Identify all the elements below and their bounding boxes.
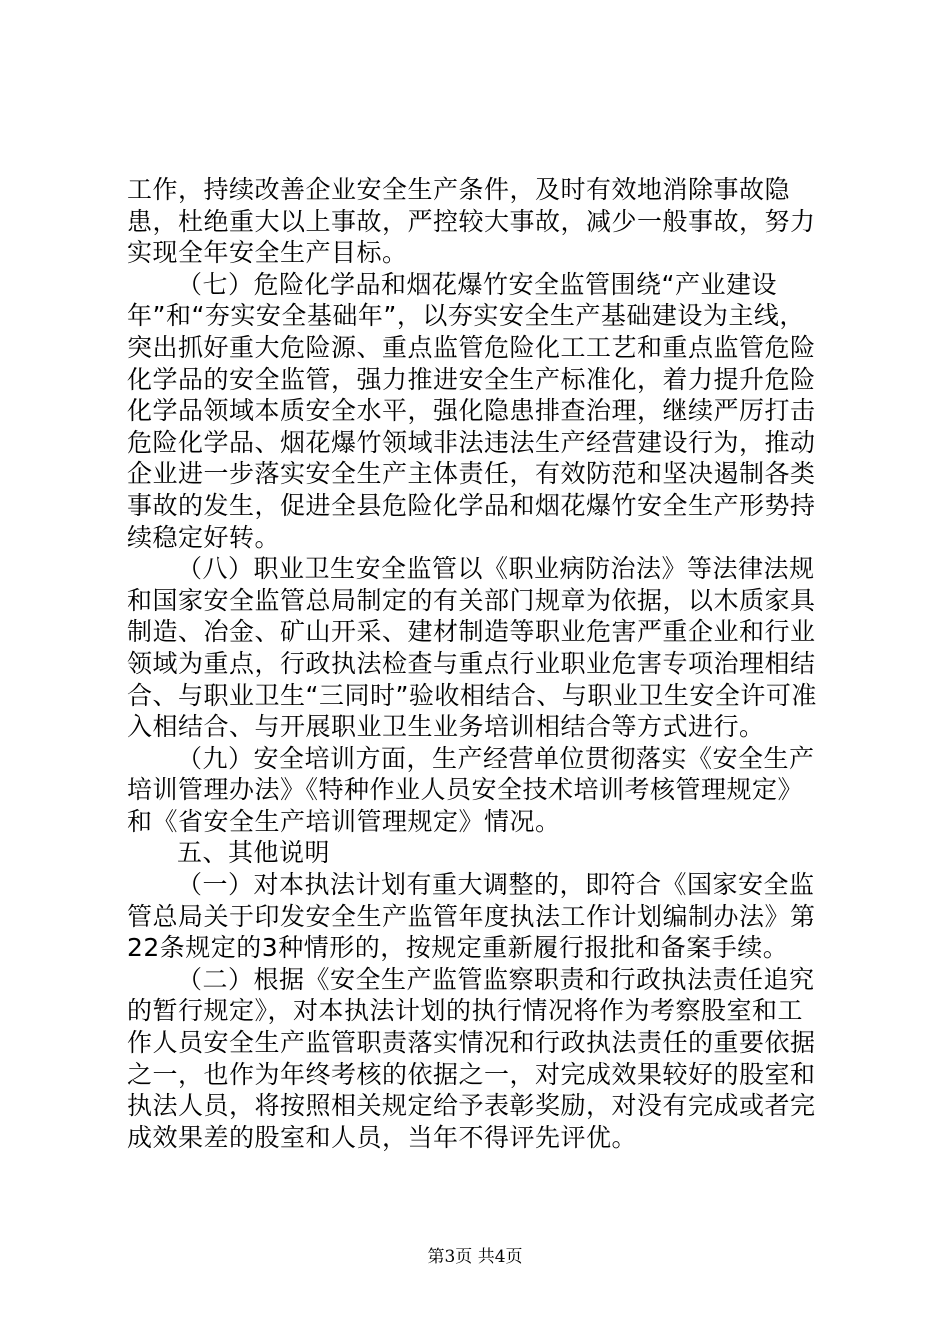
paragraph-continuation: 工作，持续改善企业安全生产条件，及时有效地消除事故隐患，杜绝重大以上事故，严控较大事故，减少一般事故，努力实现全年安全生产目标。 <box>127 175 816 268</box>
paragraph-section-9: （九）安全培训方面，生产经营单位贯彻落实《安全生产培训管理办法》《特种作业人员安全技术培训考核管理规定》和《省安全生产培训管理规定》情况。 <box>127 743 815 836</box>
page-number-footer: 第3页 共4页 <box>427 1247 523 1267</box>
section-heading-other-notes: 五、其他说明 <box>177 838 331 868</box>
paragraph-note-1: （一）对本执法计划有重大调整的，即符合《国家安全监管总局关于印发安全生产监管年度执法工作计划编制办法》第22条规定的3种情形的，按规定重新履行报批和备案手续。 <box>127 870 816 963</box>
paragraph-section-7: （七）危险化学品和烟花爆竹安全监管围绕“产业建设年”和“夯实安全基础年”，以夯实安全生产基础建设为主线，突出抓好重大危险源、重点监管危险化工工艺和重点监管危险化学品的安全监管，强力推进安全生产标准化，着力提升危险化学品领域本质安全水平，强化隐患排查治理，继续严厉打击危险化学品、烟花爆竹领域非法违法生产经营建设行为，推动企业进一步落实安全生产主体责任，有效防范和坚决遏制各类事故的发生，促进全县危险化学品和烟花爆竹安全生产形势持续稳定好转。 <box>127 269 816 552</box>
document-body <box>127 174 827 1153</box>
paragraph-section-8: （八）职业卫生安全监管以《职业病防治法》等法律法规和国家安全监管总局制定的有关部门规章为依据，以木质家具制造、冶金、矿山开采、建材制造等职业危害严重企业和行业领域为重点，行政执法检查与重点行业职业危害专项治理相结合、与职业卫生“三同时”验收相结合、与职业卫生安全许可准入相结合、与开展职业卫生业务培训相结合等方式进行。 <box>127 554 817 742</box>
paragraph-note-2: （二）根据《安全生产监管监察职责和行政执法责任追究的暂行规定》，对本执法计划的执行情况将作为考察股室和工作人员安全生产监管职责落实情况和行政执法责任的重要依据之一，也作为年终考核的依据之一，对完成效果较好的股室和执法人员，将按照相关规定给予表彰奖励，对没有完成或者完成效果差的股室和人员，当年不得评先评优。 <box>127 964 816 1152</box>
